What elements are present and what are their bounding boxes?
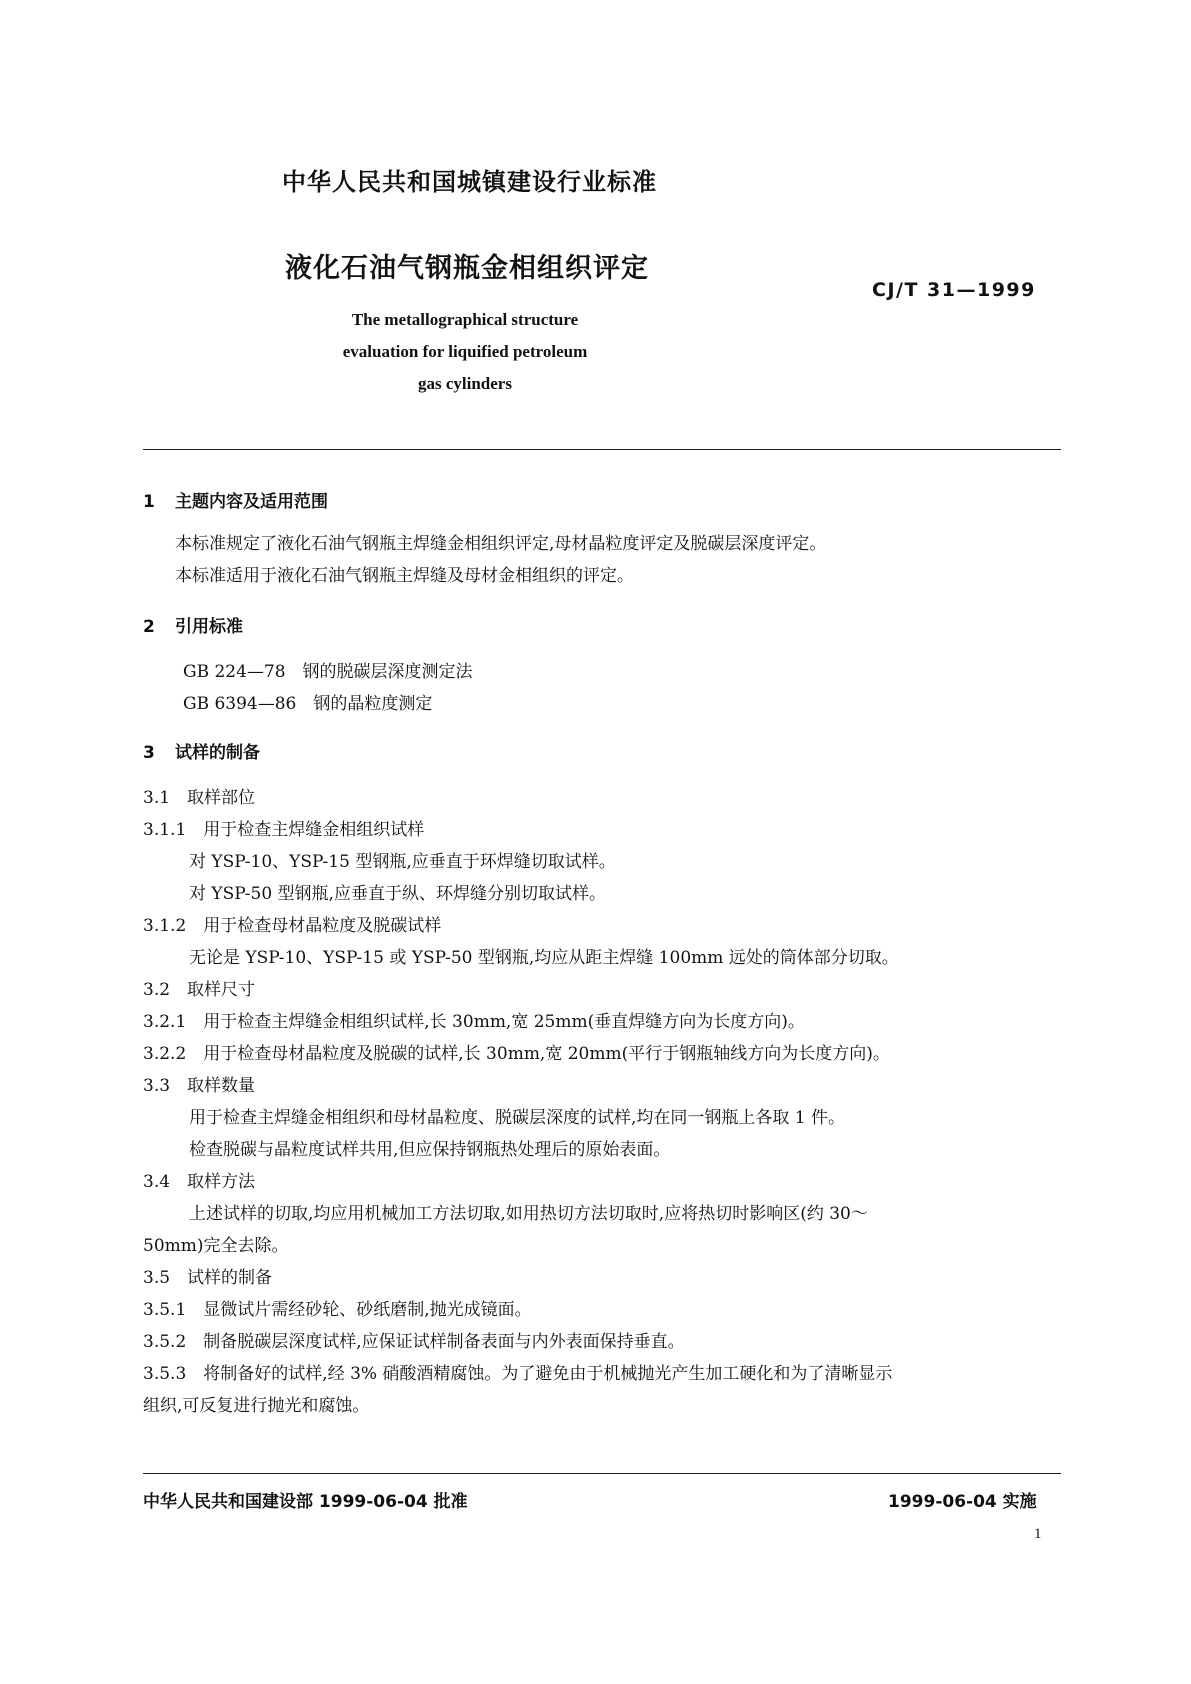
approval-statement: 中华人民共和国建设部 1999-06-04 批准	[143, 1492, 468, 1512]
clause-3-1-1: 3.1.1 用于检查主焊缝金相组织试样	[143, 820, 425, 840]
clause-3-3: 3.3 取样数量	[143, 1076, 256, 1096]
section-1-heading	[143, 487, 328, 512]
document-title-en-line-2: evaluation for liquified petroleum	[342, 342, 588, 361]
clause-3-1-2-line-a: 无论是 YSP-10、YSP-15 或 YSP-50 型钢瓶,均应从距主焊缝 100mm 远处的筒体部分切取。	[189, 948, 899, 968]
clause-3-5-3-line-a: 3.5.3 将制备好的试样,经 3% 硝酸酒精腐蚀。为了避免由于机械抛光产生加工硬化和为了清晰显示	[143, 1364, 893, 1384]
section-3-heading	[143, 738, 260, 763]
section-1-title: 主题内容及适用范围	[175, 492, 328, 512]
footer-divider	[143, 1473, 1061, 1474]
clause-3-4-line-b: 50mm)完全去除。	[143, 1236, 289, 1256]
clause-3-4-line-a: 上述试样的切取,均应用机械加工方法切取,如用热切方法切取时,应将热切时影响区(约 30～	[189, 1204, 868, 1224]
clause-3-1-1-line-a: 对 YSP-10、YSP-15 型钢瓶,应垂直于环焊缝切取试样。	[189, 852, 616, 872]
reference-2: GB 6394—86 钢的晶粒度测定	[183, 694, 433, 714]
section-1-number: 1	[143, 492, 155, 512]
clause-3-2-1: 3.2.1 用于检查主焊缝金相组织试样,长 30mm,宽 25mm(垂直焊缝方向为长度方向)。	[143, 1012, 805, 1032]
document-title-en-line-3: gas cylinders	[418, 374, 512, 393]
section-1-paragraph-2: 本标准适用于液化石油气钢瓶主焊缝及母材金相组织的评定。	[175, 566, 634, 586]
section-1-paragraph-1: 本标准规定了液化石油气钢瓶主焊缝金相组织评定,母材晶粒度评定及脱碳层深度评定。	[175, 534, 827, 554]
clause-3-5: 3.5 试样的制备	[143, 1268, 273, 1288]
effective-date: 1999-06-04 实施	[888, 1492, 1037, 1512]
clause-3-1-1-line-b: 对 YSP-50 型钢瓶,应垂直于纵、环焊缝分别切取试样。	[189, 884, 606, 904]
section-3-number: 3	[143, 743, 155, 763]
clause-3-1-2: 3.1.2 用于检查母材晶粒度及脱碳试样	[143, 916, 442, 936]
standard-code: CJ/T 31—1999	[872, 279, 1036, 301]
section-2-number: 2	[143, 617, 155, 637]
clause-3-2: 3.2 取样尺寸	[143, 980, 256, 1000]
clause-3-5-2: 3.5.2 制备脱碳层深度试样,应保证试样制备表面与内外表面保持垂直。	[143, 1332, 685, 1352]
reference-1: GB 224—78 钢的脱碳层深度测定法	[183, 662, 473, 682]
document-title-en-line-1: The metallographical structure	[351, 310, 579, 329]
clause-3-3-line-b: 检查脱碳与晶粒度试样共用,但应保持钢瓶热处理后的原始表面。	[189, 1140, 671, 1160]
document-title-cn: 液化石油气钢瓶金相组织评定	[285, 253, 649, 284]
clause-3-4: 3.4 取样方法	[143, 1172, 256, 1192]
header-divider	[143, 449, 1061, 450]
page-number: 1	[1034, 1526, 1042, 1542]
section-2-heading	[143, 612, 243, 637]
section-2-title: 引用标准	[175, 617, 243, 637]
clause-3-5-3-line-b: 组织,可反复进行抛光和腐蚀。	[143, 1396, 370, 1416]
clause-3-2-2: 3.2.2 用于检查母材晶粒度及脱碳的试样,长 30mm,宽 20mm(平行于钢瓶轴线方向为长度方向)。	[143, 1044, 890, 1064]
clause-3-1: 3.1 取样部位	[143, 788, 256, 808]
section-3-title: 试样的制备	[175, 743, 260, 763]
clause-3-3-line-a: 用于检查主焊缝金相组织和母材晶粒度、脱碳层深度的试样,均在同一钢瓶上各取 1 件。	[189, 1108, 846, 1128]
clause-3-5-1: 3.5.1 显微试片需经砂轮、砂纸磨制,抛光成镜面。	[143, 1300, 532, 1320]
standard-organization: 中华人民共和国城镇建设行业标准	[282, 168, 657, 196]
